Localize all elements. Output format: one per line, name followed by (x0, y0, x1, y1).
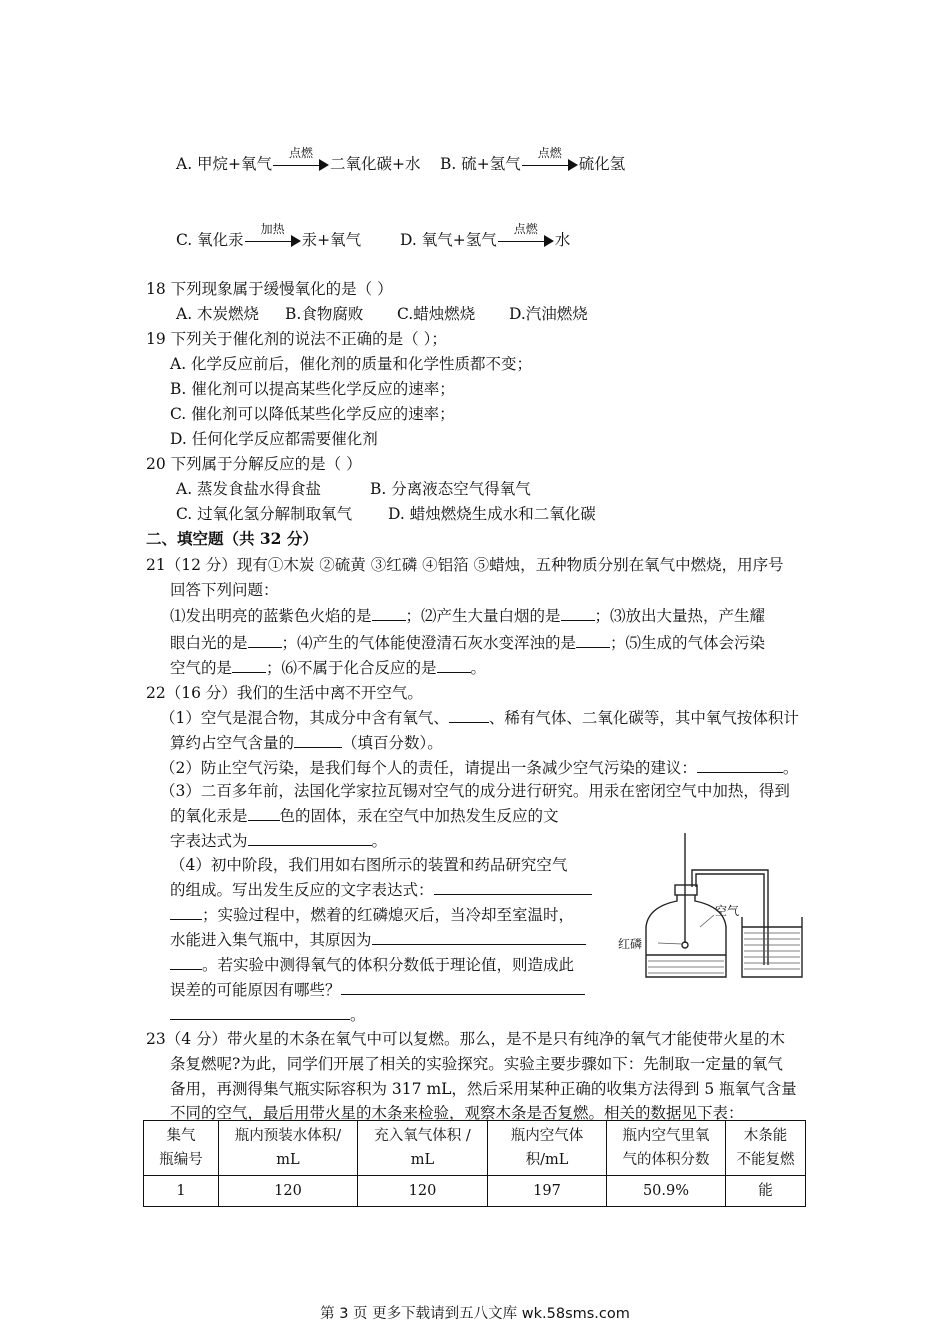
table-cell: 120 (219, 1176, 358, 1207)
reaction-arrow: 点燃 (273, 157, 329, 173)
beaker (742, 917, 802, 977)
label-air: 空气 (715, 904, 740, 918)
answer-blank[interactable] (697, 758, 783, 773)
q18-stem: 18 下列现象属于缓慢氧化的是（ ） (146, 280, 393, 298)
answer-blank[interactable] (576, 633, 610, 648)
q22-p4-line6: 误差的可能原因有哪些？ (170, 978, 585, 1000)
label-red-phosphorus: 红磷 (618, 937, 643, 951)
q23-line1: 23（4 分）带火星的木条在氧气中可以复燃。那么，是不是只有纯净的氧气才能使带火星的木 (146, 1030, 786, 1048)
q18-option-d: D.汽油燃烧 (509, 305, 588, 323)
answer-blank[interactable] (248, 633, 282, 648)
q22-p4-line3: ；实验过程中，燃着的红磷熄灭后，当冷却至室温时， (170, 903, 574, 925)
column-header: 木条能 不能复燃 (726, 1121, 806, 1176)
q21-line2: 回答下列问题： (170, 581, 279, 599)
table-row (144, 1176, 806, 1207)
answer-blank[interactable] (248, 831, 372, 846)
equation-a: A. 甲烷+氧气 点燃 二氧化碳+水 (176, 146, 421, 173)
reaction-arrow: 点燃 (522, 157, 578, 173)
q22-p4-line5: 。若实验中测得氧气的体积分数低于理论值，则造成此 (170, 953, 574, 975)
q20-option-c: C. 过氧化氢分解制取氧气 (176, 505, 353, 523)
data-table (143, 1120, 806, 1207)
section-heading: 二、填空题（共 32 分） (146, 529, 318, 548)
q23-line4: 不同的空气，最后用带火星的木条来检验，观察木条是否复燃。相关的数据见下表： (170, 1104, 744, 1122)
table-header-row (144, 1121, 806, 1176)
equation-b: B. 硫+氢气 点燃 硫化氢 (440, 146, 626, 173)
column-header: 充入氧气体积 / mL (358, 1121, 488, 1176)
answer-blank[interactable] (232, 658, 266, 673)
table-cell: 197 (488, 1176, 607, 1207)
q23-line3: 备用，再测得集气瓶实际容积为 317 mL，然后采用某种正确的收集方法得到 5 瓶氧气含量 (170, 1080, 797, 1098)
column-header: 瓶内预装水体积/ mL (219, 1121, 358, 1176)
column-header: 集气 瓶编号 (144, 1121, 219, 1176)
q22-p2: （2）防止空气污染，是我们每个人的责任，请提出一条减少空气污染的建议： 。 (160, 759, 799, 777)
answer-blank[interactable] (170, 955, 202, 970)
q19-option-b: B. 催化剂可以提高某些化学反应的速率； (170, 380, 455, 398)
answer-blank[interactable] (248, 806, 280, 821)
table-cell: 1 (144, 1176, 219, 1207)
collecting-bottle (646, 895, 726, 977)
table-cell: 120 (358, 1176, 488, 1207)
answer-blank[interactable] (434, 880, 592, 895)
answer-blank[interactable] (341, 980, 585, 995)
q18-option-a: A. 木炭燃烧 (176, 305, 260, 323)
q22-p3-line3: 字表达式为 。 (170, 832, 388, 850)
q21-line4: 眼白光的是 ；⑷产生的气体能使澄清石灰水变浑浊的是 ；⑸生成的气体会污染 (170, 634, 766, 652)
q20-option-d: D. 蜡烛燃烧生成水和二氧化碳 (388, 505, 596, 523)
answer-blank[interactable] (437, 658, 471, 673)
answer-blank[interactable] (170, 1005, 350, 1020)
answer-blank[interactable] (372, 930, 586, 945)
answer-blank[interactable] (561, 606, 595, 621)
table-cell: 50.9% (607, 1176, 726, 1207)
q22-p1-line1: （1）空气是混合物，其成分中含有氧气、 、稀有气体、二氧化碳等，其中氧气按体积计 (160, 709, 799, 727)
q22-head: 22（16 分）我们的生活中离不开空气。 (146, 684, 423, 702)
answer-blank[interactable] (449, 708, 489, 723)
q20-option-a: A. 蒸发食盐水得食盐 (176, 480, 322, 498)
page-footer: 第 3 页 更多下载请到五八文库 wk.58sms.com (320, 1306, 630, 1322)
q18-option-c: C.蜡烛燃烧 (397, 305, 476, 323)
q19-option-d: D. 任何化学反应都需要催化剂 (170, 430, 378, 448)
q21-line5: 空气的是 ；⑹不属于化合反应的是 。 (170, 659, 487, 677)
q20-stem: 20 下列属于分解反应的是（ ） (146, 455, 362, 473)
q21-line3: ⑴发出明亮的蓝紫色火焰的是 ；⑵产生大量白烟的是 ；⑶放出大量热，产生耀 (170, 607, 766, 625)
q19-option-c: C. 催化剂可以降低某些化学反应的速率； (170, 405, 455, 423)
equation-c: C. 氧化汞 加热 汞+氧气 (176, 222, 362, 249)
q22-p3-line2: 的氧化汞是 色的固体，汞在空气中加热发生反应的文 (170, 807, 559, 825)
table-cell: 能 (726, 1176, 806, 1207)
q21-line1: 21（12 分）现有①木炭 ②硫黄 ③红磷 ④铝箔 ⑤蜡烛，五种物质分别在氧气中燃烧，用序号 (146, 556, 784, 574)
q20-option-b: B. 分离液态空气得氧气 (370, 480, 531, 498)
q22-p4-line7: 。 (170, 1003, 366, 1025)
stopper (675, 885, 697, 895)
q22-p3-line1: （3）二百多年前，法国化学家拉瓦锡对空气的成分进行研究。用汞在密闭空气中加热，得到 (160, 782, 790, 800)
q22-p1-line2: 算约占空气含量的 （填百分数）。 (170, 734, 443, 752)
answer-blank[interactable] (372, 606, 406, 621)
column-header: 瓶内空气里氧 气的体积分数 (607, 1121, 726, 1176)
reaction-arrow: 加热 (245, 233, 301, 249)
column-header: 瓶内空气体 积/mL (488, 1121, 607, 1176)
answer-blank[interactable] (294, 733, 342, 748)
q23-line2: 条复燃呢?为此，同学们开展了相关的实验探究。实验主要步骤如下：先制取一定量的氧气 (170, 1055, 783, 1073)
equation-d: D. 氧气+氢气 点燃 水 (400, 222, 571, 249)
answer-blank[interactable] (170, 905, 202, 920)
q22-p4-line2: 的组成。写出发生反应的文字表达式： (170, 878, 592, 900)
q22-p4-line4: 水能进入集气瓶中，其原因为 (170, 928, 586, 950)
q22-p4-line1: （4）初中阶段，我们用如右图所示的装置和药品研究空气 (170, 856, 568, 874)
reaction-arrow: 点燃 (498, 233, 554, 249)
apparatus-figure (618, 815, 813, 985)
q18-option-b: B.食物腐败 (285, 305, 364, 323)
q19-stem: 19 下列关于催化剂的说法不正确的是（ ）； (146, 330, 447, 348)
q19-option-a: A. 化学反应前后，催化剂的质量和化学性质都不变； (170, 355, 533, 373)
